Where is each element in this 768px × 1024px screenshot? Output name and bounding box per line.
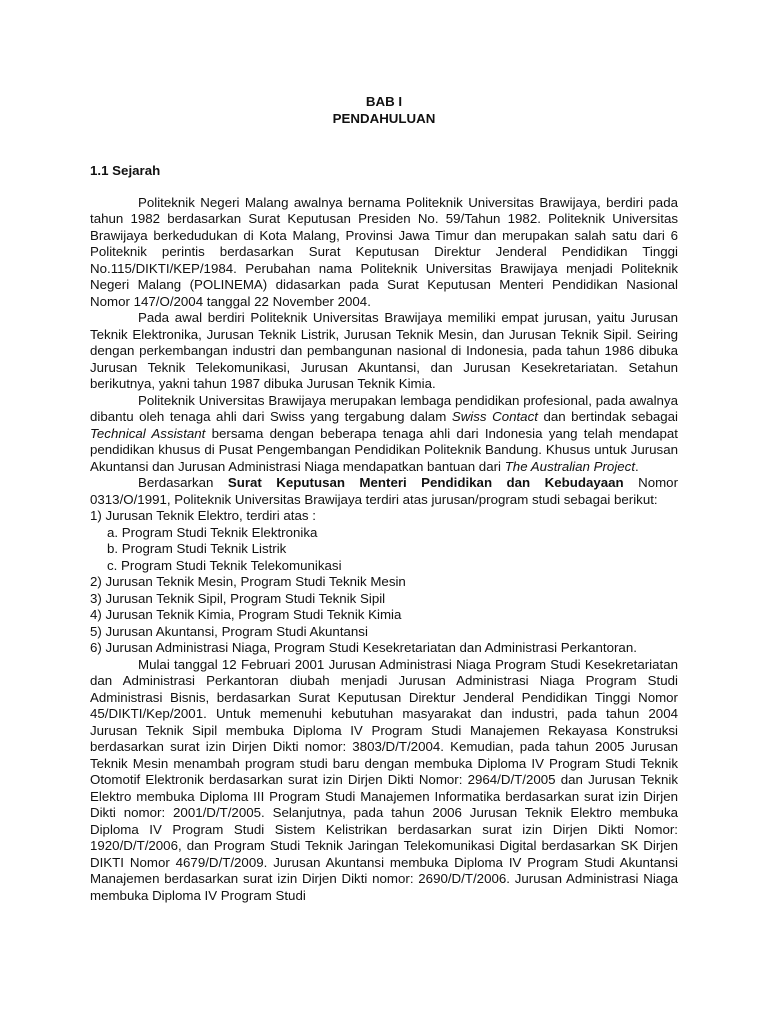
paragraph-3-text-4: . (635, 458, 639, 474)
paragraph-3-text-1: Politeknik Universitas Brawijaya merupakan lembaga pendidikan profesional, pada awalnya dibantu oleh tenaga ahli dari Swiss yang tergabung dalam (90, 392, 678, 424)
paragraph-4-text-1: Berdasarkan (138, 475, 228, 490)
paragraph-3-italic-3: The Australian Project (504, 458, 636, 474)
paragraph-3 (90, 393, 678, 476)
paragraph-4 (90, 475, 678, 508)
paragraph-5: Mulai tanggal 12 Februari 2001 Jurusan Administrasi Niaga Program Studi Kesekretariatan dan Administrasi Perkantoran diubah menjadi Jurusan Administrasi Niaga Program Studi Administrasi Bisnis, berdasarkan Surat Keputusan Direktur Jenderal Pendidikan Tinggi Nomor 45/DIKTI/Kep/2001. Untuk memenuhi kebutuhan masyarakat dan industri, pada tahun 2004 Jurusan Teknik Sipil membuka Diploma IV Program Studi Manajemen Rekayasa Konstruksi berdasarkan surat izin Dirjen Dikti nomor: 3803/D/T/2004. Kemudian, pada tahun 2005 Jurusan Teknik Mesin menambah program studi baru dengan membuka Diploma IV Program Studi Teknik Otomotif Elektronik berdasarkan surat izin Dirjen Dikti Nomor: 2964/D/T/2005 dan Jurusan Teknik Elektro membuka Diploma III Program Studi Manajemen Informatika berdasarkan surat izin Dirjen Dikti nomor: 2001/D/T/2005. Selanjutnya, pada tahun 2006 Jurusan Teknik Elektro membuka Diploma IV Program Studi Sistem Kelistrikan berdasarkan surat izin Dirjen Dikti Nomor: 1920/D/T/2006, dan Program Studi Teknik Jaringan Telekomunikasi Digital berdasarkan SK Dirjen DIKTI Nomor 4679/D/T/2009. Jurusan Akuntansi membuka Diploma IV Program Studi Akuntansi Manajemen berdasarkan surat izin Dirjen Dikti nomor: 2690/D/T/2006. Jurusan Administrasi Niaga membuka Diploma IV Program Studi (90, 656, 678, 903)
paragraph-4-bold-1: Surat Keputusan Menteri Pendidikan dan Kebudayaan (227, 475, 624, 490)
list-item-3: 3) Jurusan Teknik Sipil, Program Studi Teknik Sipil (90, 590, 386, 606)
document-body (90, 94, 678, 904)
list-item-1a: a. Program Studi Teknik Elektronika (107, 524, 318, 540)
paragraph-3-italic-2: Technical Assistant (90, 425, 206, 441)
list-item-1b: b. Program Studi Teknik Listrik (107, 541, 287, 556)
list-item-1c: c. Program Studi Teknik Telekomunikasi (107, 557, 342, 573)
list-item-4: 4) Jurusan Teknik Kimia, Program Studi Teknik Kimia (90, 607, 402, 622)
list-item-5: 5) Jurusan Akuntansi, Program Studi Akuntansi (90, 623, 368, 639)
paragraph-1: Politeknik Negeri Malang awalnya bernama Politeknik Universitas Brawijaya, berdiri pada tahun 1982 berdasarkan Surat Keputusan Presiden No. 59/Tahun 1982. Politeknik Universitas Brawijaya berkedudukan di Kota Malang, Provinsi Jawa Timur dan merupakan salah satu dari 6 Politeknik perintis berdasarkan Surat Keputusan Direktur Jenderal Pendidikan Tinggi No.115/DIKTI/KEP/1984. Perubahan nama Politeknik Universitas Brawijaya menjadi Politeknik Negeri Malang (POLINEMA) didasarkan pada Surat Keputusan Menteri Pendidikan Nasional Nomor 147/O/2004 tanggal 22 November 2004. (90, 194, 678, 309)
paragraph-3-italic-1: Swiss Contact (451, 409, 538, 424)
paragraph-4-text-2: Nomor 0313/O/1991, Politeknik Universitas Brawijaya terdiri atas jurusan/program studi sebagai berikut: (90, 475, 679, 507)
paragraph-3-text-3: bersama dengan beberapa tenaga ahli dari Indonesia yang telah mendapat pendidikan khusus di Pusat Pengembangan Pendidikan Politeknik Bandung. Khusus untuk Jurusan Akuntansi dan Jurusan Administrasi Niaga mendapatkan bantuan dari (90, 425, 678, 474)
list-item-2: 2) Jurusan Teknik Mesin, Program Studi Teknik Mesin (90, 574, 406, 589)
list-item-1: 1) Jurusan Teknik Elektro, terdiri atas : (90, 508, 316, 523)
chapter-number: BAB I (365, 94, 403, 109)
list-item-6: 6) Jurusan Administrasi Niaga, Program Studi Kesekretariatan dan Administrasi Perkantoran. (90, 640, 637, 655)
paragraph-2: Pada awal berdiri Politeknik Universitas Brawijaya memiliki empat jurusan, yaitu Jurusan Teknik Elektronika, Jurusan Teknik Listrik, Jurusan Teknik Mesin, dan Jurusan Teknik Sipil. Seiring dengan perkembangan industri dan pembangunan nasional di Indonesia, pada tahun 1986 dibuka Jurusan Teknik Telekomunikasi, Jurusan Akuntansi, dan Jurusan Kesekretariatan. Setahun berikutnya, yakni tahun 1987 dibuka Jurusan Teknik Kimia. (90, 310, 678, 391)
chapter-title: PENDAHULUAN (332, 110, 436, 126)
section-title: 1.1 Sejarah (90, 163, 161, 178)
paragraph-3-text-2: dan bertindak sebagai (537, 409, 679, 424)
